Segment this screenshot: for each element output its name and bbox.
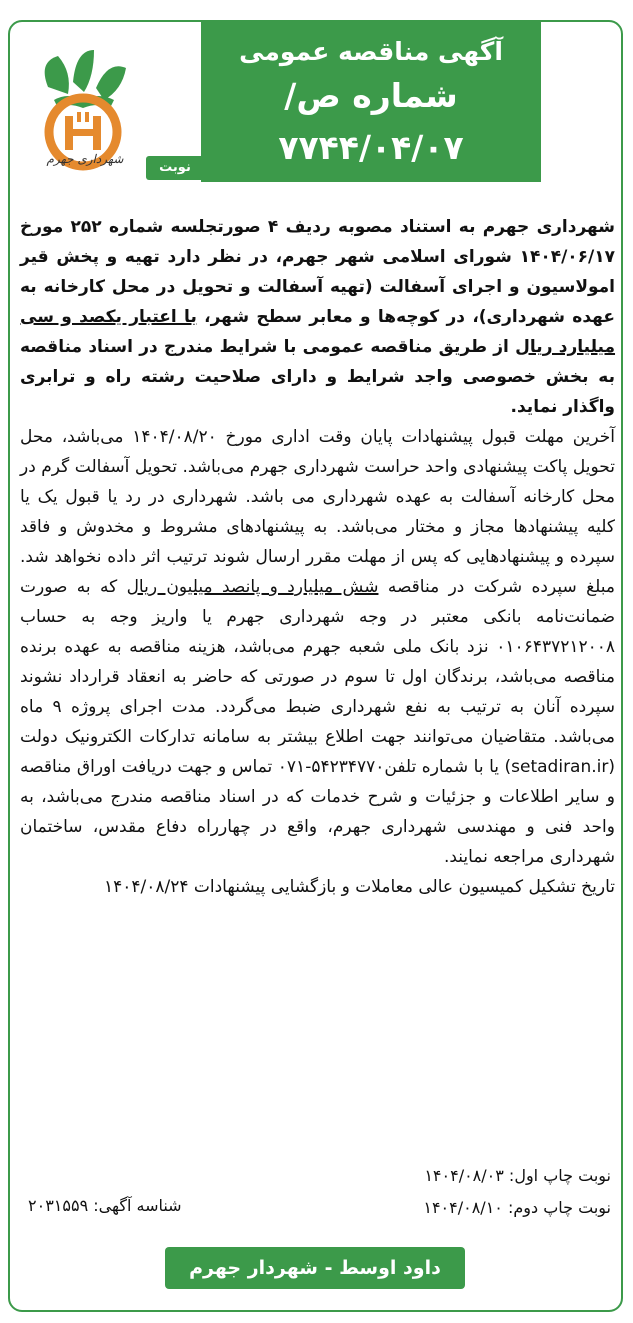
first-print-date: نوبت چاپ اول: ۱۴۰۴/۰۸/۰۳ bbox=[424, 1166, 611, 1185]
turn-badge: نوبت اول bbox=[146, 156, 204, 180]
ad-id: شناسه آگهی: ۲۰۳۱۵۵۹ bbox=[28, 1196, 182, 1215]
paragraph-2 bbox=[20, 422, 615, 872]
paragraph-1 bbox=[20, 212, 615, 422]
notice-title: آگهی مناقصه عمومی bbox=[239, 37, 503, 66]
p2-deposit-amount: شش میلیارد و پانصد میلیون ریال bbox=[126, 577, 379, 597]
p1-text-b: از طریق مناقصه عمومی با شرایط مندرج در اسناد مناقصه به بخش خصوصی واجد شرایط و دارای صلاحیت رشته راه و ترابری واگذار نماید. bbox=[20, 337, 615, 417]
p2-text-b: که به صورت ضمانت‌نامه بانکی معتبر در وجه شهرداری جهرم یا واریز وجه به حساب ۰۱۰۶۴۳۷۲۱۲۰۰۸ نزد بانک ملی شعبه جهرم می‌باشد، هزینه مناقصه به عهده برنده مناقصه می‌باشد، برندگان اول تا سوم در صورتی که حاضر به انعقاد قرارداد نشوند سپرده آنان به ترتیب به نفع شهرداری ضبط می‌گردد. مدت اجرای پروژه ۹ ماه می‌باشد. متقاضیان می‌توانند جهت اطلاع بیشتر به سامانه تدارکات الکترونیک دولت (setadiran.ir) یا با شماره تلفن۵۴۲۳۴۷۷۰-۰۷۱ تماس و جهت دریافت اوراق مناقصه و سایر اطلاعات و جزئیات و شرح خدمات که در اسناد مناقصه مندرج می‌باشد، به واحد فنی و مهندسی شهرداری جهرم، واقع در چهارراه دفاع مقدس، ساختمان شهرداری مراجعه نمایند. bbox=[20, 577, 616, 867]
paragraph-3: تاریخ تشکیل کمیسیون عالی معاملات و بازگشایی پیشنهادات ۱۴۰۴/۰۸/۲۴ bbox=[103, 877, 615, 897]
notice-date: تاریخ:۱۴۰۴/۰۷/۲۸ bbox=[231, 178, 511, 217]
p1-text-a: شهرداری جهرم به استناد مصوبه ردیف ۴ صورتجلسه شماره ۲۵۲ مورخ ۱۴۰۴/۰۶/۱۷ شورای اسلامی شهر جهرم، در نظر دارد تهیه و پخش قیر امولاسیون و اجرای آسفالت (تهیه آسفالت و تحویل در محل کارخانه به عهده شهرداری)، در کوچه‌ها و معابر سطح شهر، bbox=[20, 217, 615, 327]
print-dates bbox=[351, 1160, 611, 1224]
signature-footer: داود اوسط - شهردار جهرم bbox=[165, 1247, 465, 1289]
logo-caption: شهرداری جهرم bbox=[46, 152, 124, 166]
header-box bbox=[201, 20, 541, 217]
notice-body bbox=[20, 212, 615, 902]
p1-credit-amount: با اعتبار یکصد و سی میلیارد ریال bbox=[20, 307, 616, 357]
second-print-date: نوبت چاپ دوم: ۱۴۰۴/۰۸/۱۰ bbox=[423, 1198, 611, 1217]
p2-text-a: آخرین مهلت قبول پیشنهادات پایان وقت اداری مورخ ۱۴۰۴/۰۸/۲۰ می‌باشد، محل تحویل پاکت پیشنهادی واحد حراست شهرداری جهرم می‌باشد. تحویل آسفالت گرم در محل کارخانه آسفالت به عهده شهرداری می باشد. شهرداری در رد یا قبول یک یا کلیه پیشنهادها مجاز و مختار می‌باشد. به پیشنهادهای مشروط و مخدوش و فاقد سپرده و پیشنهادهایی که پس از مهلت مقرر ارسال شوند ترتیب اثر داده نخواهد شد. مبلغ سپرده شرکت در مناقصه bbox=[20, 427, 615, 597]
notice-number: شماره ص/۷۷۴۴/۰۴/۰۷ bbox=[278, 76, 464, 167]
